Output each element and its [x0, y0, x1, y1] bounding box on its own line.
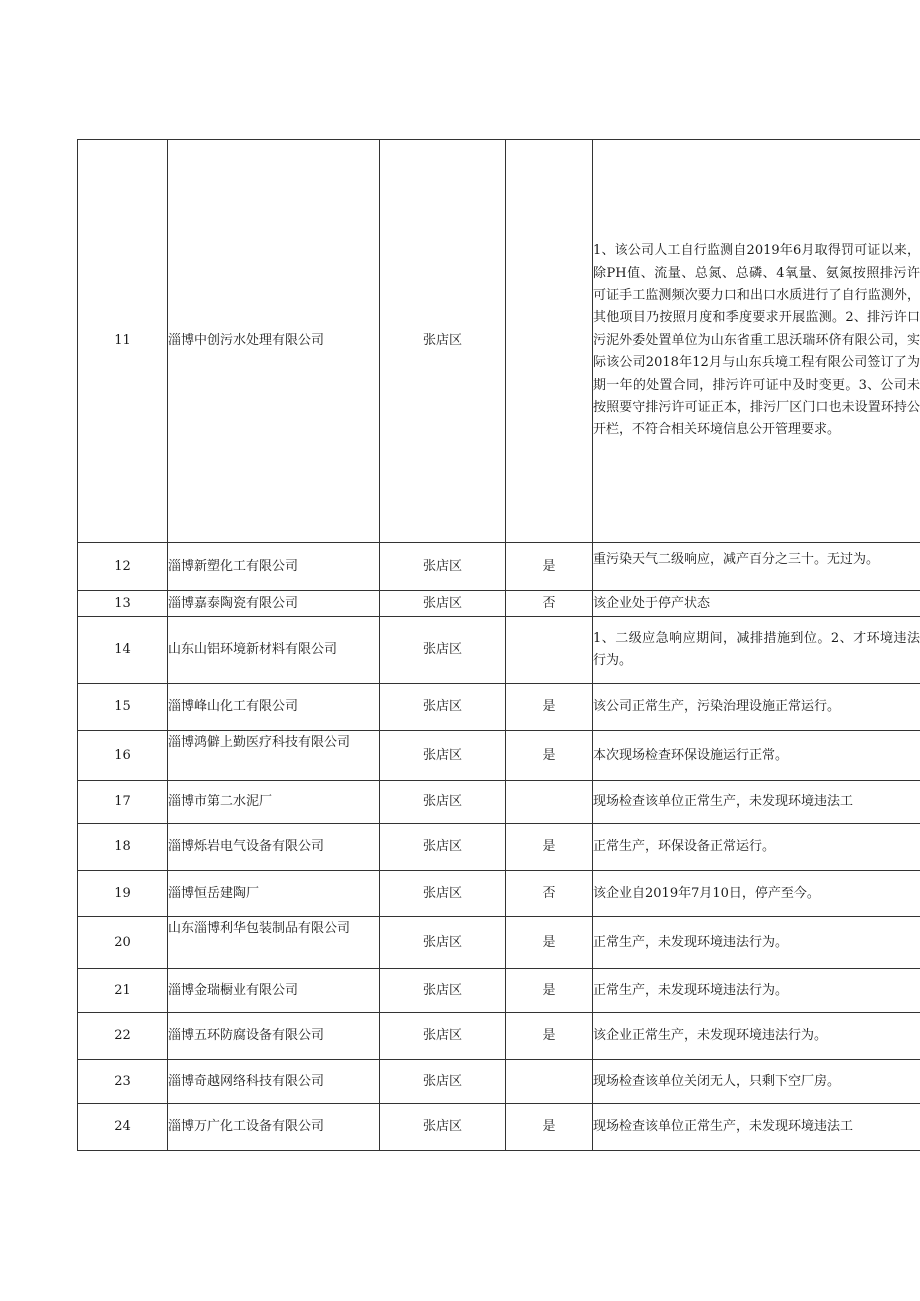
inspection-notes: 该公司正常生产，污染治理设施正常运行。 [593, 684, 920, 731]
compliance-flag: 是 [506, 731, 593, 781]
district: 张店区 [380, 969, 506, 1013]
company-name: 淄博嘉泰陶瓷有限公司 [168, 591, 380, 617]
district: 张店区 [380, 781, 506, 824]
district: 张店区 [380, 871, 506, 917]
company-name: 淄博五环防腐设备有限公司 [168, 1013, 380, 1060]
row-number: 15 [78, 684, 168, 731]
inspection-notes: 正常生产，未发现环境违法行为。 [593, 917, 920, 969]
company-name: 山东淄博利华包装制品有限公司 [168, 917, 380, 969]
row-number: 13 [78, 591, 168, 617]
table-row [78, 591, 920, 617]
district: 张店区 [380, 591, 506, 617]
district: 张店区 [380, 1060, 506, 1104]
row-number: 23 [78, 1060, 168, 1104]
table-row [78, 969, 920, 1013]
inspection-notes: 该企业处于停产状态 [593, 591, 920, 617]
company-name: 淄博市第二水泥厂 [168, 781, 380, 824]
row-number: 19 [78, 871, 168, 917]
compliance-flag: 是 [506, 684, 593, 731]
table-row [78, 617, 920, 684]
compliance-flag: 是 [506, 969, 593, 1013]
inspection-notes-text: 1、二级应急响应期间，减排措施到位。2、才环境违法行为。 [593, 631, 920, 668]
compliance-flag: 是 [506, 543, 593, 591]
compliance-flag: 是 [506, 1104, 593, 1151]
row-number: 17 [78, 781, 168, 824]
compliance-flag: 否 [506, 871, 593, 917]
company-name: 山东山铝环境新材料有限公司 [168, 617, 380, 684]
company-name: 淄博万广化工设备有限公司 [168, 1104, 380, 1151]
inspection-notes: 该企业正常生产，未发现环境违法行为。 [593, 1013, 920, 1060]
district: 张店区 [380, 824, 506, 871]
company-name: 淄博金瑞橱业有限公司 [168, 969, 380, 1013]
compliance-flag: 是 [506, 917, 593, 969]
inspection-notes: 现场检查该单位正常生产，未发现环境违法工 [593, 781, 920, 824]
district: 张店区 [380, 617, 506, 684]
inspection-notes: 正常生产，未发现环境违法行为。 [593, 969, 920, 1013]
inspection-notes: 正常生产，环保设备正常运行。 [593, 824, 920, 871]
row-number: 14 [78, 617, 168, 684]
inspection-notes: 重污染天气二级响应，减产百分之三十。无过为。 [593, 543, 920, 591]
inspection-notes-text: 1、该公司人工自行监测自2019年6月取得罚可证以来，除PH值、流量、总氮、总磷、4氧量、氨氮按照排污许可证手工监测频次要力口和出口水质进行了自行监测外，其他项目乃按照月度和季度要求开展监测。2、排污许口污泥外委处置单位为山东省重工思沃瑞环侪有限公司，实际该公司2018年12月与山东兵境工程有限公司签订了为期一年的处置合同，排污许可证中及时变更。3、公司未按照要守排污许可证正本，排污厂区门口也未设置环持公开栏，不符合相关环境信息公开管理要求。 [593, 243, 920, 438]
inspection-notes [593, 617, 920, 684]
compliance-flag [506, 1060, 593, 1104]
district: 张店区 [380, 1104, 506, 1151]
row-number: 20 [78, 917, 168, 969]
company-name: 淄博恒岳建陶厂 [168, 871, 380, 917]
table-row [78, 917, 920, 969]
inspection-notes: 现场检查该单位正常生产，未发现环境违法工 [593, 1104, 920, 1151]
row-number: 12 [78, 543, 168, 591]
row-number: 21 [78, 969, 168, 1013]
row-number: 11 [78, 140, 168, 543]
district: 张店区 [380, 731, 506, 781]
compliance-flag: 否 [506, 591, 593, 617]
company-name: 淄博奇越网络科技有限公司 [168, 1060, 380, 1104]
company-name: 淄博中创污水处理有限公司 [168, 140, 380, 543]
district: 张店区 [380, 543, 506, 591]
table-row [78, 1060, 920, 1104]
table-row [78, 871, 920, 917]
inspection-notes [593, 140, 920, 543]
table-row [78, 1013, 920, 1060]
compliance-flag [506, 140, 593, 543]
district: 张店区 [380, 1013, 506, 1060]
inspection-table [77, 139, 920, 1151]
compliance-flag: 是 [506, 824, 593, 871]
company-name: 淄博鸿僻上勤医疗科技有限公司 [168, 731, 380, 781]
compliance-flag [506, 617, 593, 684]
table-row [78, 543, 920, 591]
table-row [78, 684, 920, 731]
company-name: 淄博新塑化工有限公司 [168, 543, 380, 591]
inspection-notes: 本次现场检查环保设施运行正常。 [593, 731, 920, 781]
company-name: 淄博峰山化工有限公司 [168, 684, 380, 731]
table-row [78, 781, 920, 824]
company-name: 淄博烁岩电气设备有限公司 [168, 824, 380, 871]
table-row [78, 1104, 920, 1151]
row-number: 18 [78, 824, 168, 871]
inspection-notes: 该企业自2019年7月10日，停产至今。 [593, 871, 920, 917]
row-number: 22 [78, 1013, 168, 1060]
inspection-notes: 现场检查该单位关闭无人，只剩下空厂房。 [593, 1060, 920, 1104]
district: 张店区 [380, 684, 506, 731]
row-number: 16 [78, 731, 168, 781]
table-row [78, 731, 920, 781]
district: 张店区 [380, 140, 506, 543]
district: 张店区 [380, 917, 506, 969]
row-number: 24 [78, 1104, 168, 1151]
table-row [78, 140, 920, 543]
table-row [78, 824, 920, 871]
compliance-flag [506, 781, 593, 824]
compliance-flag: 是 [506, 1013, 593, 1060]
